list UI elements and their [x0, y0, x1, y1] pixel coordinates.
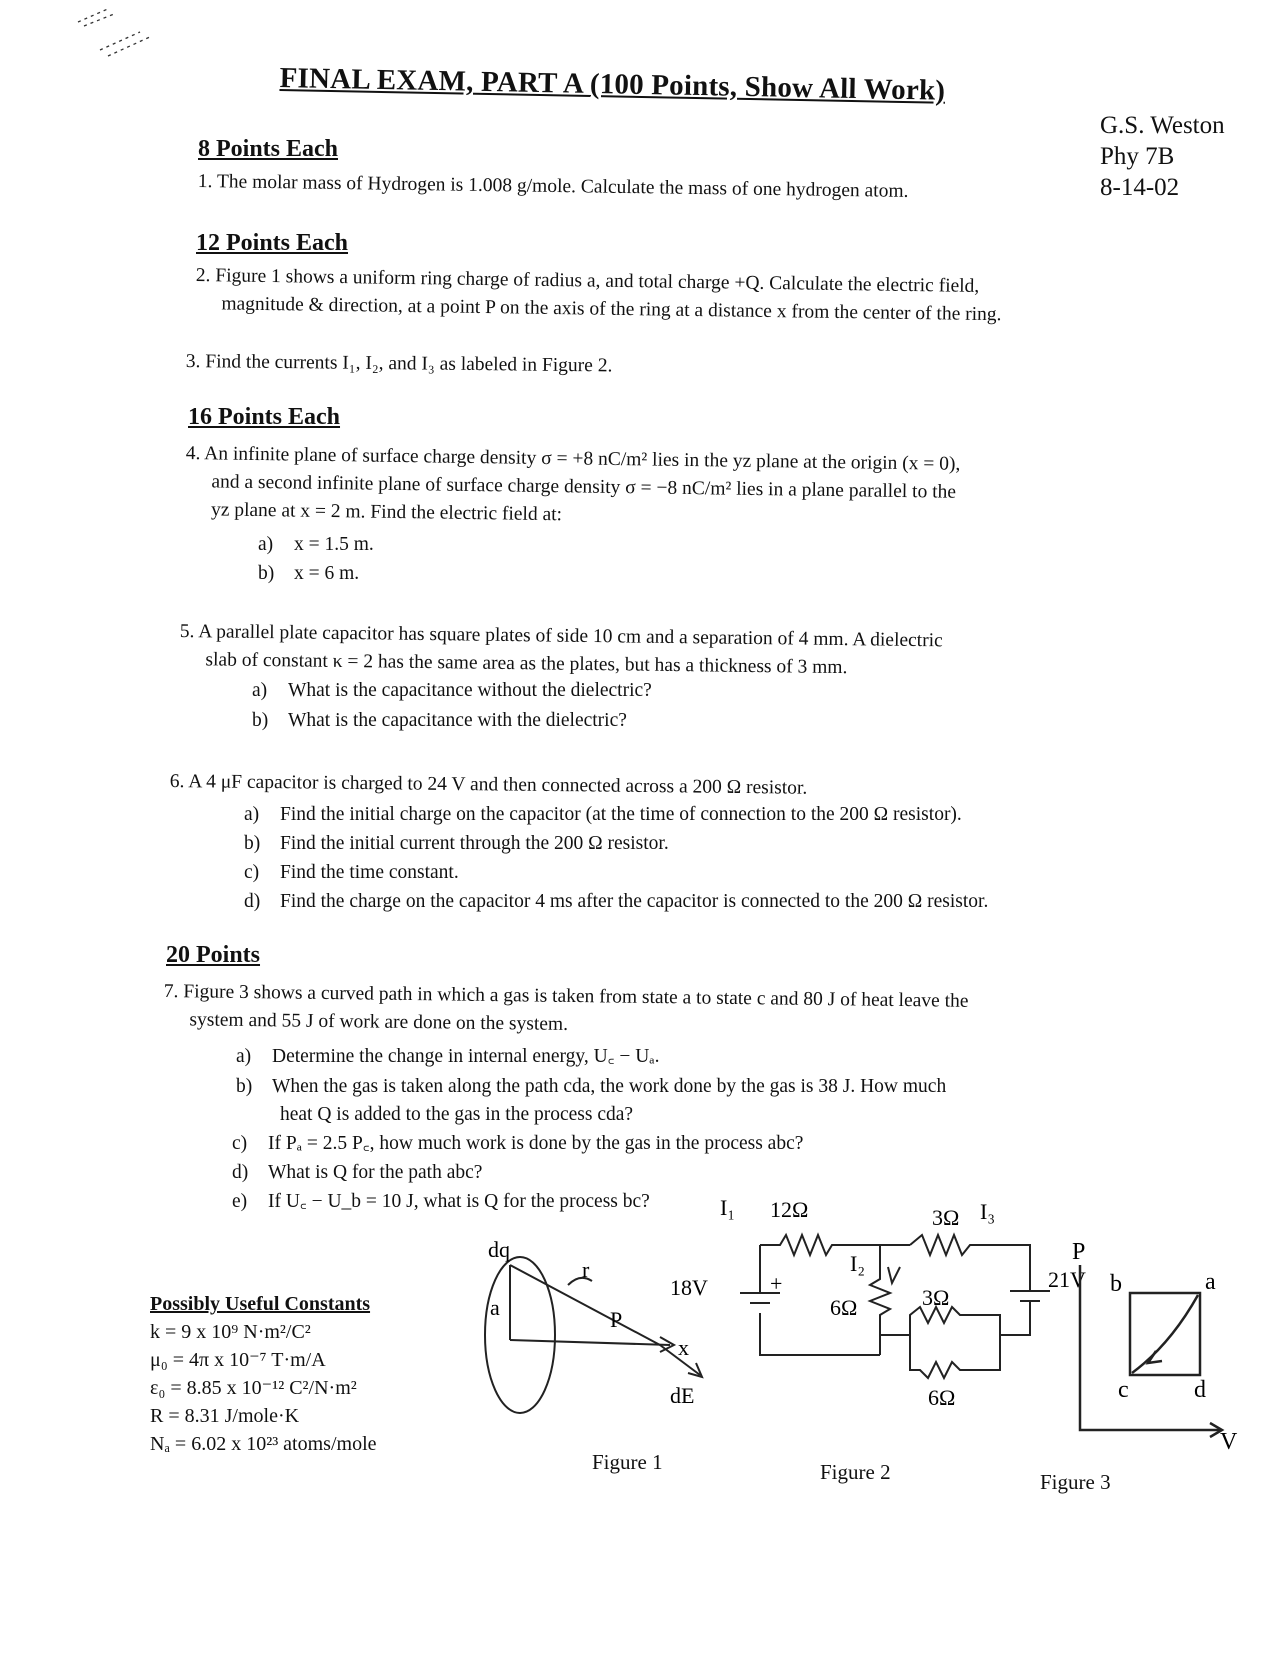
question-3: 3. Find the currents I₁, I₂, and I₃ as labeled in Figure 2. — [185, 350, 613, 377]
question-6-part-d — [244, 887, 988, 916]
label-18v: 18V — [670, 1275, 708, 1300]
part-text: x = 6 m. — [294, 563, 360, 584]
constant-k: k = 9 x 10⁹ N·m²/C² — [150, 1321, 311, 1343]
question-6-part-a — [244, 800, 962, 829]
question-5-part-a — [252, 676, 652, 705]
label-21v: 21V — [1048, 1267, 1086, 1292]
constant-na: Nₐ = 6.02 x 10²³ atoms/mole — [150, 1433, 377, 1455]
question-4-line-1: 4. An infinite plane of surface charge density σ = +8 nC/m² lies in the yz plane at the origin (x = 0), — [185, 442, 961, 475]
label-i1: I₁ — [720, 1195, 735, 1220]
question-2-line-2: magnitude & direction, at a point P on the axis of the ring at a distance x from the center of the ring. — [221, 293, 1002, 326]
part-text: If U꜀ − U_b = 10 J, what is Q for the process bc? — [268, 1191, 650, 1212]
resistor-3 — [910, 1235, 1030, 1291]
part-label: b) — [236, 1076, 253, 1097]
part-text: Find the initial charge on the capacitor (at the time of connection to the 200 Ω resistor). — [280, 804, 962, 825]
figure-3 — [1060, 1235, 1240, 1455]
figure-2 — [670, 1195, 1086, 1435]
stray-marks — [70, 0, 160, 60]
question-4-part-a — [258, 530, 374, 559]
part-label: a) — [244, 804, 260, 825]
question-5 — [179, 618, 943, 683]
question-7-part-a — [236, 1042, 659, 1071]
label-i3: I₃ — [980, 1199, 995, 1224]
question-5-line-2: slab of constant κ = 2 has the same area as the plates, but has a thickness of 3 mm. — [205, 649, 848, 679]
part-text: What is Q for the path abc? — [268, 1162, 483, 1183]
question-6-part-b — [244, 829, 669, 858]
part-text: Determine the change in internal energy, U꜀ − Uₐ. — [272, 1046, 660, 1067]
question-7-line-1: 7. Figure 3 shows a curved path in which a gas is taken from state a to state c and 80 J of heat leave the — [163, 980, 969, 1012]
label-p: P — [610, 1307, 623, 1332]
section-16-points: 16 Points Each — [188, 404, 341, 430]
course-code: Phy 7B — [1100, 143, 1175, 170]
label-3ohm-b: 3Ω — [922, 1285, 950, 1310]
part-text: x = 1.5 m. — [294, 534, 374, 555]
battery-21v — [1010, 1291, 1050, 1301]
question-7-part-e — [232, 1187, 650, 1216]
question-1: 1. The molar mass of Hydrogen is 1.008 g/mole. Calculate the mass of one hydrogen atom. — [197, 170, 909, 202]
part-text: What is the capacitance without the dielectric? — [288, 680, 652, 701]
part-text: When the gas is taken along the path cda, the work done by the gas is 38 J. How much — [272, 1076, 947, 1097]
question-4 — [185, 440, 961, 535]
process-box — [1130, 1293, 1200, 1375]
constants-heading: Possibly Useful Constants — [150, 1293, 371, 1315]
question-4-line-2: and a second infinite plane of surface charge density σ = −8 nC/m² lies in a plane parallel to the — [211, 471, 957, 503]
part-label: b) — [258, 563, 275, 584]
exam-date: 8-14-02 — [1100, 174, 1180, 201]
resistor-6 — [870, 1245, 890, 1355]
label-c: c — [1118, 1377, 1129, 1403]
resistor-12 — [760, 1235, 860, 1255]
label-v: V — [1220, 1429, 1238, 1455]
part-text: Find the charge on the capacitor 4 ms after the capacitor is connected to the 200 Ω resistor. — [280, 891, 989, 912]
label-d: d — [1194, 1377, 1206, 1403]
question-7-part-b — [236, 1072, 946, 1101]
question-7-line-2: system and 55 J of work are done on the system. — [189, 1009, 569, 1035]
question-5-part-b — [252, 706, 627, 735]
part-text: What is the capacitance with the dielectric? — [288, 710, 627, 731]
part-text: Find the time constant. — [280, 862, 459, 883]
label-12ohm: 12Ω — [770, 1197, 809, 1222]
question-7 — [163, 978, 968, 1044]
label-b: b — [1110, 1271, 1122, 1297]
part-label: e) — [232, 1191, 248, 1212]
figure-1-caption: Figure 1 — [592, 1450, 663, 1474]
part-label: d) — [244, 891, 261, 912]
section-8-points: 8 Points Each — [198, 136, 339, 162]
label-a: a — [490, 1295, 500, 1320]
label-r: r — [582, 1257, 590, 1282]
constants-block — [150, 1290, 377, 1458]
constant-eps0: ε₀ = 8.85 x 10⁻¹² C²/N·m² — [150, 1377, 357, 1399]
part-label: b) — [252, 710, 269, 731]
label-x: x — [678, 1335, 689, 1360]
question-7-part-c — [232, 1129, 803, 1158]
author-name: G.S. Weston — [1100, 112, 1225, 139]
figure-3-caption: Figure 3 — [1040, 1470, 1111, 1494]
figure-2-caption: Figure 2 — [820, 1460, 891, 1484]
question-2-line-1: 2. Figure 1 shows a uniform ring charge of radius a, and total charge +Q. Calculate the electric field, — [195, 264, 980, 297]
part-text: Find the initial current through the 200 Ω resistor. — [280, 833, 669, 854]
label-de: dE — [670, 1383, 695, 1408]
ring — [485, 1257, 555, 1413]
author-block — [1100, 110, 1225, 203]
curved-path — [1132, 1295, 1198, 1373]
axis-line — [510, 1340, 670, 1345]
label-3ohm: 3Ω — [932, 1205, 960, 1230]
section-12-points: 12 Points Each — [196, 230, 349, 256]
question-4-part-b — [258, 559, 359, 588]
part-label: a) — [252, 680, 268, 701]
question-6: 6. A 4 μF capacitor is charged to 24 V and then connected across a 200 Ω resistor. — [169, 770, 808, 799]
question-7-part-b-cont: heat Q is added to the gas in the process cda? — [280, 1104, 634, 1125]
constant-r: R = 8.31 J/mole·K — [150, 1405, 300, 1427]
question-5-line-1: 5. A parallel plate capacitor has square plates of side 10 cm and a separation of 4 mm. A dielectric — [179, 620, 943, 652]
wire-right — [1000, 1301, 1030, 1335]
part-text: If Pₐ = 2.5 P꜀, how much work is done by the gas in the process abc? — [268, 1133, 804, 1154]
question-2 — [195, 262, 1002, 329]
part-label: d) — [232, 1162, 249, 1183]
part-label: c) — [232, 1133, 248, 1154]
current-arrow — [888, 1267, 900, 1283]
label-i2: I₂ — [850, 1251, 865, 1276]
page-title: FINAL EXAM, PART A (100 Points, Show All Work) — [279, 62, 946, 107]
label-plus: + — [770, 1271, 783, 1296]
part-label: c) — [244, 862, 260, 883]
label-dq: dq — [488, 1237, 510, 1262]
label-a: a — [1205, 1269, 1216, 1295]
label-p: P — [1072, 1239, 1086, 1265]
section-20-points: 20 Points — [166, 942, 261, 968]
part-label: a) — [236, 1046, 252, 1067]
part-label: b) — [244, 833, 261, 854]
label-6ohm-b: 6Ω — [928, 1385, 956, 1410]
label-6ohm: 6Ω — [830, 1295, 858, 1320]
question-4-line-3: yz plane at x = 2 m. Find the electric field at: — [210, 499, 563, 526]
parallel-resistors — [880, 1307, 1000, 1378]
part-label: a) — [258, 534, 274, 555]
constant-mu0: μ₀ = 4π x 10⁻⁷ T·m/A — [150, 1349, 326, 1371]
question-6-part-c — [244, 858, 459, 887]
question-7-part-d — [232, 1158, 482, 1187]
